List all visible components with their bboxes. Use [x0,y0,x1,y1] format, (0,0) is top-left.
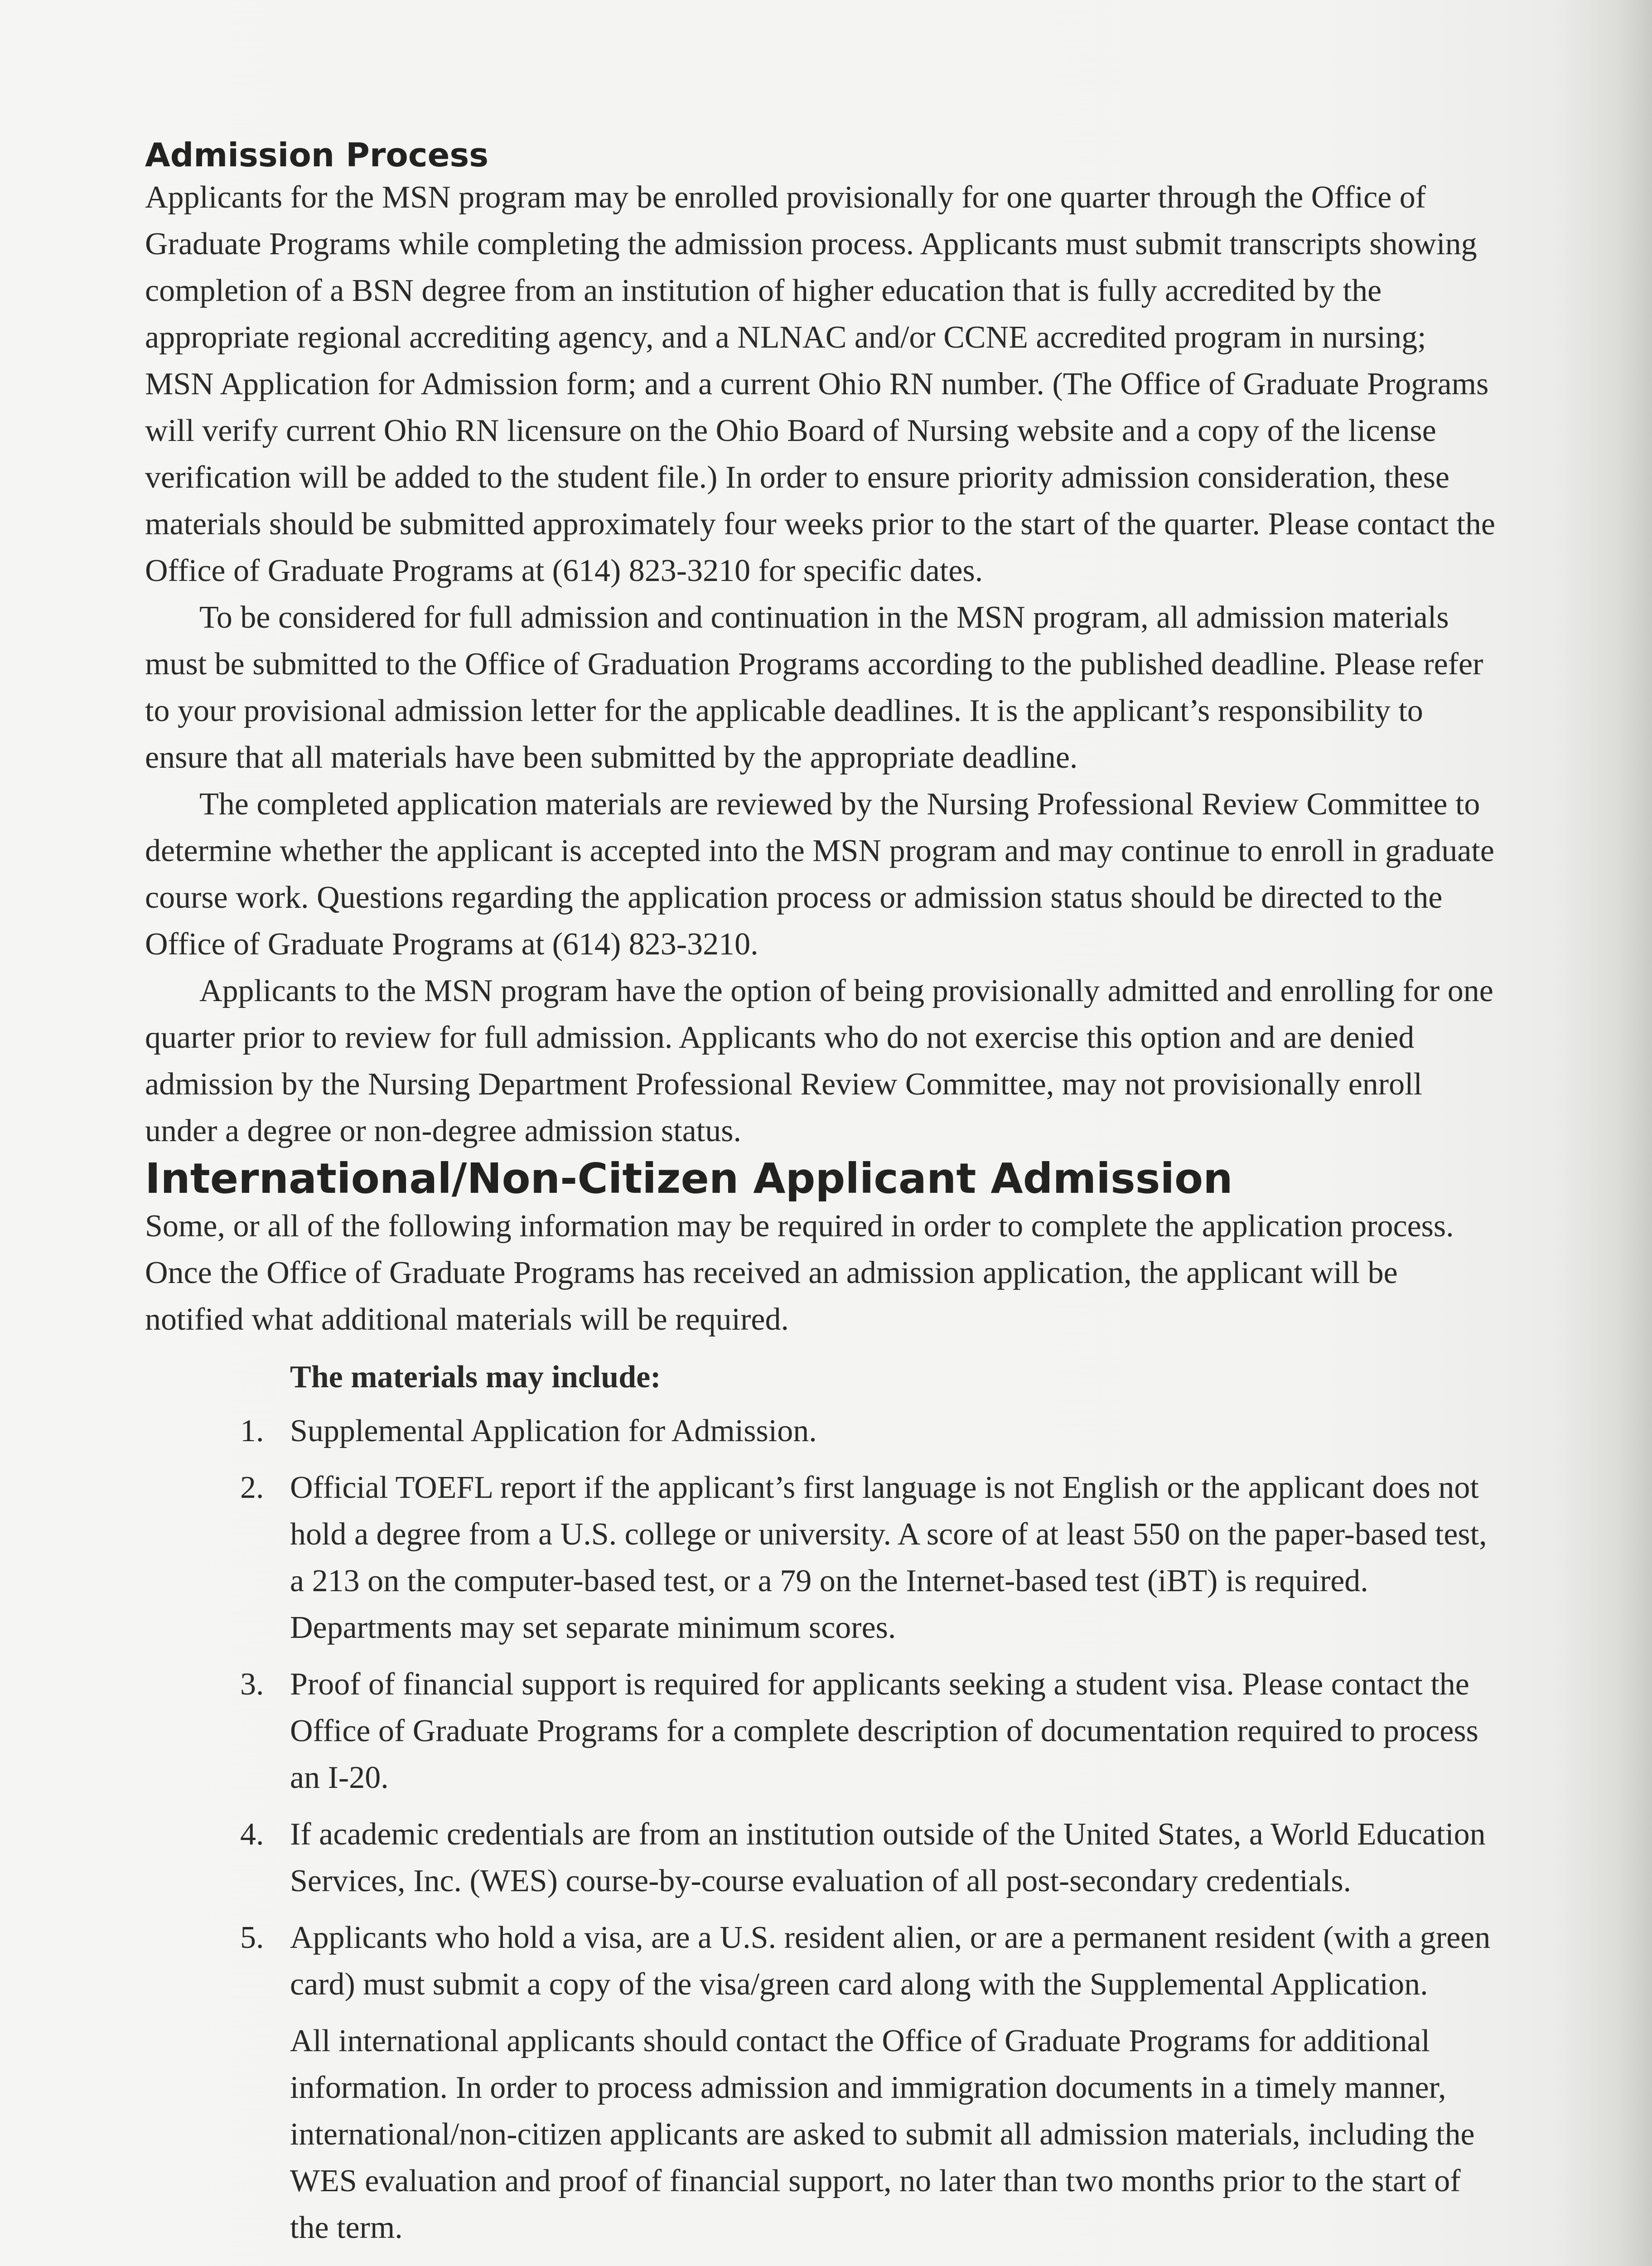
admission-paragraph: To be considered for full admission and continuation in the MSN program, all admission materials must be submitted to the Office of Graduation Programs according to the published deadline. Please refer to your provisional admission letter for the applicable deadlines. It is the applicant’s responsibility to ensure that all materials have been submitted by the appropriate deadline. [145,600,1483,775]
international-admission-heading: International/Non-Citizen Applicant Admission [145,1154,1233,1203]
list-item-text: Official TOEFL report if the applicant’s first language is not English or the applicant does not hold a degree from a U.S. college or university. A score of at least 550 on the paper-based test, a 213 on the computer-based test, or a 79 on the Internet-based test (iBT) is required. Departments may set separate minimum scores. [290,1470,1487,1645]
list-item-text: Applicants who hold a visa, are a U.S. resident alien, or are a permanent resident (with a green card) must submit a copy of the visa/green card along with the Supplemental Application. [290,1920,1491,2002]
admission-paragraph: The completed application materials are reviewed by the Nursing Professional Review Committee to determine whether the applicant is accepted into the MSN program and may continue to enroll in graduate course work. Questions regarding the application process or admission status should be directed to the Office of Graduate Programs at (614) 823-3210. [145,787,1494,962]
materials-list [145,1408,1495,2008]
materials-lead-in: The materials may include: [290,1360,661,1394]
list-item-number: 4. [240,1817,264,1852]
list-item-text: Supplemental Application for Admission. [290,1414,817,1448]
admission-process-heading: Admission Process [145,136,489,174]
list-item [145,1661,1495,1801]
list-item-text: If academic credentials are from an institution outside of the United States, a World Education Services, Inc. (WES) course-by-course evaluation of all post-secondary credentials. [290,1817,1486,1898]
admission-paragraph: Applicants to the MSN program have the option of being provisionally admitted and enrolling for one quarter prior to review for full admission. Applicants who do not exercise this option and are denied admission by the Nursing Department Professional Review Committee, may not provisionally enroll under a degree or non-degree admission status. [145,973,1493,1148]
list-item-number: 1. [240,1414,264,1448]
list-item-number: 2. [240,1470,264,1505]
list-item-number: 3. [240,1667,264,1702]
international-intro: Some, or all of the following information may be required in order to complete the application process. Once the Office of Graduate Programs has received an admission application, the applicant will be notified what additional materials will be required. [145,1209,1454,1337]
list-item-text: Proof of financial support is required for applicants seeking a student visa. Please contact the Office of Graduate Programs for a complete description of documentation required to process an I-20. [290,1667,1478,1795]
list-item [145,1914,1495,2008]
list-item [145,1464,1495,1651]
page-content [145,136,1495,2251]
international-closing-paragraph: All international applicants should contact the Office of Graduate Programs for additional information. In order to process admission and immigration documents in a timely manner, international/non-citizen applicants are asked to submit all admission materials, including the WES evaluation and proof of financial support, no later than two months prior to the start of the term. [290,2024,1475,2245]
list-item [145,1811,1495,1904]
list-item-number: 5. [240,1920,264,1955]
list-item [145,1408,1495,1454]
admission-paragraph: Applicants for the MSN program may be enrolled provisionally for one quarter through the Office of Graduate Programs while completing the admission process. Applicants must submit transcripts showing completion of a BSN degree from an institution of higher education that is fully accredited by the appropriate regional accrediting agency, and a NLNAC and/or CCNE accredited program in nursing; MSN Application for Admission form; and a current Ohio RN number. (The Office of Graduate Programs will verify current Ohio RN licensure on the Ohio Board of Nursing website and a copy of the license verification will be added to the student file.) In order to ensure priority admission consideration, these materials should be submitted approximately four weeks prior to the start of the quarter. Please contact the Office of Graduate Programs at (614) 823-3210 for specific dates. [145,180,1495,588]
